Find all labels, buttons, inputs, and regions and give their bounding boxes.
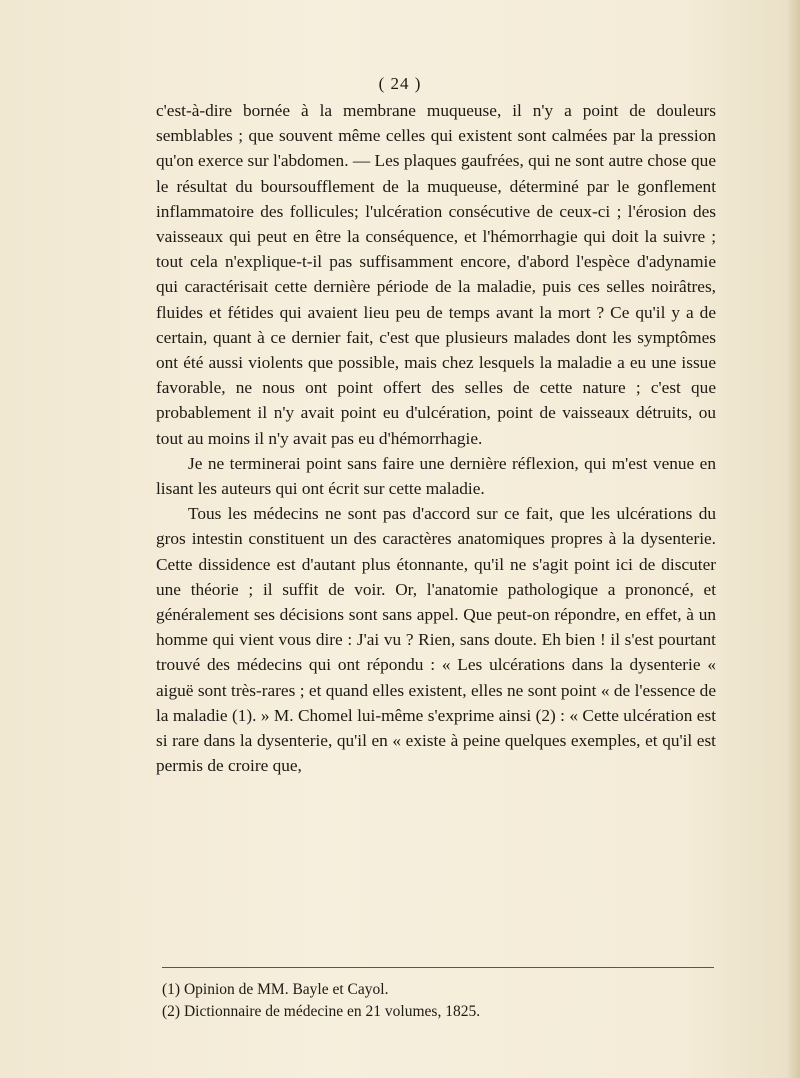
page-edge-shadow: [786, 0, 800, 1078]
paragraph: Je ne terminerai point sans faire une dernière réflexion, qui m'est venue en lisant les auteurs qui ont écrit sur cette maladie.: [156, 453, 716, 499]
footnotes: [162, 979, 722, 1023]
paragraph: Tous les médecins ne sont pas d'accord sur ce fait, que les ulcérations du gros intestin constituent un des caractères anatomiques propres à la dysenterie. Cette dissidence est d'autant plus étonnante, qu'il ne s'agit point ici de discuter une théorie ; il suffit de voir. Or, l'anatomie pathologique a prononcé, et généralement ses décisions sont sans appel. Que peut-on répondre, en effet, à un homme qui vient vous dire : J'ai vu ? Rien, sans doute. Eh bien ! il s'est pourtant trouvé des médecins qui ont répondu : « Les ulcérations dans la dysenterie « aiguë sont très-rares ; et quand elles existent, elles ne sont point « de l'essence de la maladie (1). » M. Chomel lui-même s'exprime ainsi (2) : « Cette ulcération est si rare dans la dysenterie, qu'il en « existe à peine quelques exemples, et qu'il est permis de croire que,: [156, 504, 716, 776]
footnote-1: (1) Opinion de MM. Bayle et Cayol.: [162, 981, 389, 998]
body-text: [156, 98, 716, 778]
footnote-divider: [162, 967, 714, 968]
footnote-2: (2) Dictionnaire de médecine en 21 volumes, 1825.: [162, 1003, 481, 1020]
page-number: ( 24 ): [378, 74, 422, 93]
paragraph-continuation: c'est-à-dire bornée à la membrane muqueuse, il n'y a point de douleurs semblables ; que souvent même celles qui existent sont calmées par la pression qu'on exerce sur l'abdomen. — Les plaques gaufrées, qui ne sont autre chose que le résultat du boursoufflement de la muqueuse, déterminé par le gonflement inflammatoire des follicules; l'ulcération consécutive de ceux-ci ; l'érosion des vaisseaux qui peut en être la conséquence, et l'hémorrhagie qui doit la suivre ; tout cela n'explique-t-il pas suffisamment encore, d'abord l'espèce d'adynamie qui caractérisait cette dernière période de la maladie, puis ces selles noirâtres, fluides et fétides qui avaient lieu peu de temps avant la mort ? Ce qu'il y a de certain, quant à ce dernier fait, c'est que plusieurs malades dont les symptômes ont été aussi violents que possible, mais chez lesquels la maladie a eu une issue favorable, ne nous ont point offert des selles de cette nature ; c'est que probablement il n'y avait point eu d'ulcération, point de vaisseaux détruits, ou tout au moins il n'y avait pas eu d'hémorrhagie.: [156, 101, 716, 448]
